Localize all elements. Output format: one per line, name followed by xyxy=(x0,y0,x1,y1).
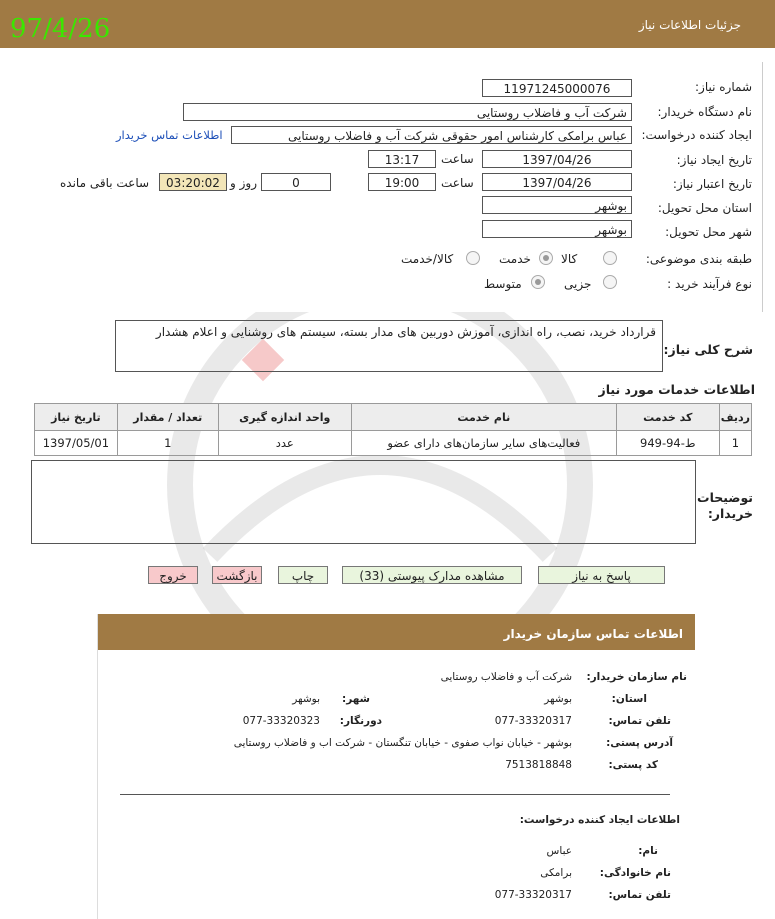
contact-address-value: بوشهر - خیابان نواب صفوی - خیابان تنگستان - شرکت اب و فاضلاب روستایی xyxy=(233,737,572,749)
col-row-number: ردیف xyxy=(719,404,751,431)
contact-city-value: بوشهر xyxy=(292,693,320,705)
buyer-notes-field[interactable] xyxy=(31,460,696,544)
remaining-label: ساعت باقی مانده xyxy=(60,176,150,190)
remaining-days-field[interactable]: 0 xyxy=(261,173,331,191)
days-label: روز و xyxy=(230,176,257,190)
back-button[interactable]: بازگشت xyxy=(212,566,262,584)
page-header xyxy=(0,0,775,48)
contact-fax-value: 077-33320323 xyxy=(242,715,320,727)
province-label: استان محل تحویل: xyxy=(657,201,752,215)
created-date-field[interactable]: 1397/04/26 xyxy=(482,150,632,168)
attachments-button[interactable]: مشاهده مدارک پیوستی (33) xyxy=(342,566,522,584)
buyer-org-field[interactable]: شرکت آب و فاضلاب روستایی xyxy=(183,103,632,121)
requester-field[interactable]: عباس برامکی کارشناس امور حقوقی شرکت آب و فاضلاب روستایی xyxy=(231,126,632,144)
need-date-cell: 1397/05/01 xyxy=(35,431,118,456)
validity-date-label: تاریخ اعتبار نیاز: xyxy=(672,177,752,191)
requester-section-title: اطلاعات ایجاد کننده درخواست: xyxy=(519,814,680,826)
buyer-contact-card xyxy=(97,614,695,919)
validity-time-label: ساعت xyxy=(441,176,474,190)
validity-date-field[interactable]: 1397/04/26 xyxy=(482,173,632,191)
reply-button[interactable]: پاسخ به نیاز xyxy=(538,566,665,584)
contact-postal-label: کد پستی: xyxy=(608,759,658,771)
city-label: شهر محل تحویل: xyxy=(665,225,752,239)
created-time-label: ساعت xyxy=(441,152,474,166)
city-field[interactable]: بوشهر xyxy=(482,220,632,238)
description-field[interactable] xyxy=(115,320,663,372)
purchase-option-minor: جزیی xyxy=(564,277,592,291)
contact-province-label: استان: xyxy=(611,693,647,705)
exit-button[interactable]: خروج xyxy=(148,566,198,584)
category-option-goods: کالا xyxy=(561,252,578,266)
col-unit: واحد اندازه گیری xyxy=(218,404,351,431)
contact-city-label: شهر: xyxy=(342,693,370,705)
category-option-both: کالا/خدمت xyxy=(401,252,454,266)
services-section-title: اطلاعات خدمات مورد نیاز xyxy=(598,382,755,397)
purchase-type-label: نوع فرآیند خرید : xyxy=(667,277,752,291)
requester-last-name-label: نام خانوادگی: xyxy=(599,867,671,879)
category-option-service: خدمت xyxy=(499,252,531,266)
category-radio-both[interactable] xyxy=(466,251,480,265)
need-number-label: شماره نیاز: xyxy=(695,80,752,94)
buyer-contact-link[interactable]: اطلاعات تماس خریدار xyxy=(116,128,223,142)
col-service-code: کد خدمت xyxy=(616,404,719,431)
category-label: طبقه بندی موضوعی: xyxy=(645,252,752,266)
services-header-row xyxy=(35,404,752,431)
purchase-radio-medium[interactable] xyxy=(531,275,545,289)
requester-phone-value: 077-33320317 xyxy=(494,889,572,901)
contact-postal-value: 7513818848 xyxy=(505,759,572,771)
need-number-field[interactable]: 11971245000076 xyxy=(482,79,632,97)
services-table xyxy=(34,403,752,456)
validity-time-field[interactable]: 19:00 xyxy=(368,173,436,191)
contact-org-label: نام سازمان خریدار: xyxy=(586,671,687,683)
contact-province-value: بوشهر xyxy=(544,693,572,705)
requester-phone-label: تلفن تماس: xyxy=(608,889,671,901)
description-label: شرح کلی نیاز: xyxy=(663,342,753,357)
created-time-field[interactable]: 13:17 xyxy=(368,150,436,168)
contact-phone-label: تلفن تماس: xyxy=(608,715,671,727)
buyer-org-label: نام دستگاه خریدار: xyxy=(657,105,752,119)
buyer-notes-label-line1: توضیحات xyxy=(697,490,753,505)
contact-divider xyxy=(120,794,670,795)
contact-org-value: شرکت آب و فاضلاب روستایی xyxy=(440,671,572,683)
print-button[interactable]: چاپ xyxy=(278,566,328,584)
table-row[interactable] xyxy=(35,431,752,456)
province-field[interactable]: بوشهر xyxy=(482,196,632,214)
row-number-cell: 1 xyxy=(719,431,751,456)
purchase-option-medium: متوسط xyxy=(484,277,522,291)
need-details-panel xyxy=(18,62,763,312)
service-code-cell: ط-94-949 xyxy=(616,431,719,456)
service-name-cell: فعالیت‌های سایر سازمان‌های دارای عضو xyxy=(351,431,616,456)
col-need-date: تاریخ نیاز xyxy=(35,404,118,431)
purchase-radio-minor[interactable] xyxy=(603,275,617,289)
remaining-time-field[interactable]: 03:20:02 xyxy=(159,173,227,191)
requester-last-name-value: برامکی xyxy=(540,867,572,879)
contact-card-header xyxy=(98,614,695,650)
requester-first-name-value: عباس xyxy=(546,845,572,857)
category-radio-service[interactable] xyxy=(539,251,553,265)
quantity-cell: 1 xyxy=(117,431,218,456)
col-quantity: تعداد / مقدار xyxy=(117,404,218,431)
created-date-label: تاریخ ایجاد نیاز: xyxy=(676,153,752,167)
unit-cell: عدد xyxy=(218,431,351,456)
contact-address-label: آدرس پستی: xyxy=(606,737,673,749)
description-text: قرارداد خرید، نصب، راه اندازی، آموزش دوربین های مدار بسته، سیستم های روشنایی و اعلام هشدار xyxy=(155,325,656,339)
buyer-notes-label-line2: خریدار: xyxy=(707,506,753,521)
col-service-name: نام خدمت xyxy=(351,404,616,431)
contact-card-title: اطلاعات تماس سازمان خریدار xyxy=(503,627,683,641)
requester-first-name-label: نام: xyxy=(638,845,658,857)
contact-fax-label: دورنگار: xyxy=(339,715,382,727)
page-title: جزئیات اطلاعات نیاز xyxy=(638,18,741,32)
date-stamp: 97/4/26 xyxy=(10,14,111,44)
requester-label: ایجاد کننده درخواست: xyxy=(641,128,752,142)
category-radio-goods[interactable] xyxy=(603,251,617,265)
contact-phone-value: 077-33320317 xyxy=(494,715,572,727)
